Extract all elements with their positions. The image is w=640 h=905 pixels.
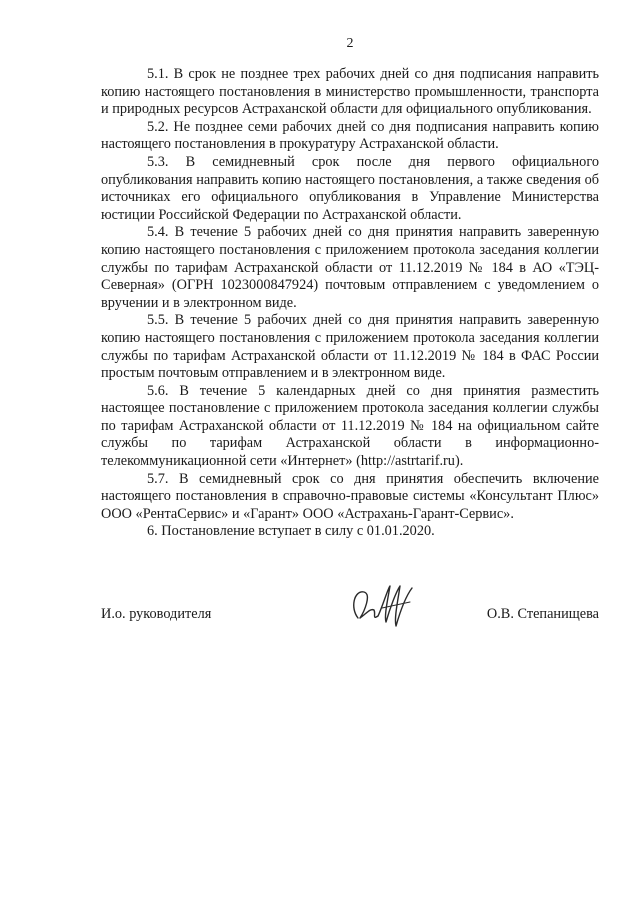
paragraph-5-7: 5.7. В семидневный срок со дня принятия обеспечить включение настоящего постановления в справочно-правовые системы «Консультант Плюс» ООО «РентаСервис» и «Гарант» ООО «Астрахань-Гарант-Сервис». [101, 470, 599, 522]
paragraph-5-4: 5.4. В течение 5 рабочих дней со дня принятия направить заверенную копию настоящего постановления с приложением протокола заседания коллегии службы по тарифам Астраханской области от 11.12.2019 № 184 в АО «ТЭЦ-Северная» (ОГРН 1023000847924) почтовым отправлением с уведомлением о вручении и в электронном виде. [101, 224, 599, 311]
paragraph-5-6: 5.6. В течение 5 календарных дней со дня принятия разместить настоящее постановление с приложением протокола заседания коллегии службы по тарифам Астраханской области от 11.12.2019 № 184 на официальном сайте службы по тарифам Астраханской области в информационно-телекоммуникационной сети «Интернет» (http://astrtarif.ru). [101, 382, 599, 470]
document-body [101, 66, 599, 541]
signatory-title: И.о. руководителя [101, 606, 212, 622]
paragraph-6: 6. Постановление вступает в силу с 01.01.2020. [147, 523, 435, 540]
handwritten-signature [344, 578, 424, 634]
paragraph-5-1: 5.1. В срок не позднее трех рабочих дней со дня подписания направить копию настоящего постановления в министерство промышленности, транспорта и природных ресурсов Астраханской области для официального опубликования. [101, 66, 599, 118]
page-number: 2 [346, 36, 354, 51]
paragraph-5-5: 5.5. В течение 5 рабочих дней со дня принятия направить заверенную копию настоящего постановления с приложением протокола заседания коллегии службы по тарифам Астраханской области от 11.12.2019 № 184 в ФАС России простым почтовым отправлением и в электронном виде. [101, 312, 599, 382]
signature-block [101, 606, 599, 636]
paragraph-5-3: 5.3. В семидневный срок после дня первого официального опубликования направить копию настоящего постановления, а также сведения об источниках его официального опубликования в Управление Министерства юстиции Российской Федерации по Астраханской области. [101, 153, 599, 223]
signatory-name: О.В. Степанищева [486, 606, 599, 622]
paragraph-5-2: 5.2. Не позднее семи рабочих дней со дня подписания направить копию настоящего постановления в прокуратуру Астраханской области. [101, 118, 599, 153]
